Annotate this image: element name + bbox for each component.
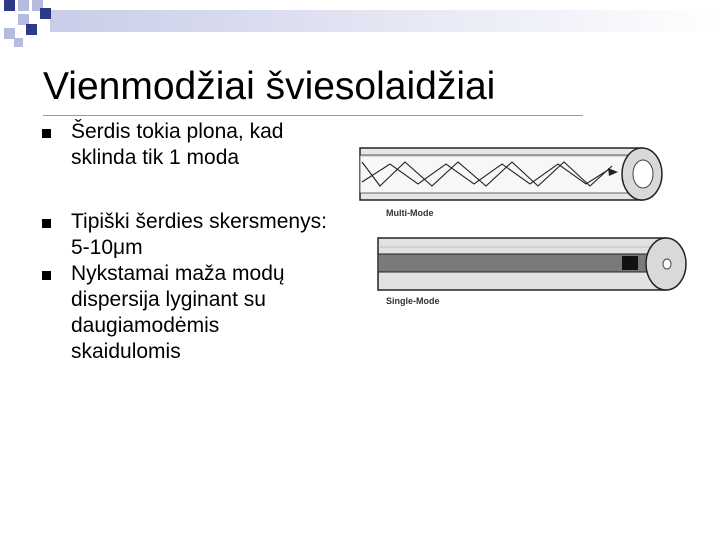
bullet-item [42, 209, 332, 261]
bullet-text: Šerdis tokia plona, kad sklinda tik 1 moda [71, 120, 284, 169]
bullet-marker-icon [42, 219, 51, 228]
corner-decoration [0, 0, 720, 50]
bullet-item [42, 119, 332, 171]
bullet-text: Tipiški šerdies skersmenys: 5-10μm [71, 210, 327, 259]
single-mode-label: Single-Mode [386, 296, 440, 306]
multi-mode-fiber [360, 148, 662, 200]
bullet-marker-icon [42, 129, 51, 138]
bullet-marker-icon [42, 271, 51, 280]
slide-title: Vienmodžiai šviesolaidžiai [43, 65, 496, 108]
bullet-item [42, 261, 332, 365]
single-mode-fiber [378, 238, 686, 290]
fiber-diagram [350, 138, 695, 313]
bullet-list [42, 116, 332, 365]
multi-mode-label: Multi-Mode [386, 208, 434, 218]
bullet-text: Nykstamai maža modų dispersija lyginant su daugiamodėmis skaidulomis [71, 262, 285, 363]
